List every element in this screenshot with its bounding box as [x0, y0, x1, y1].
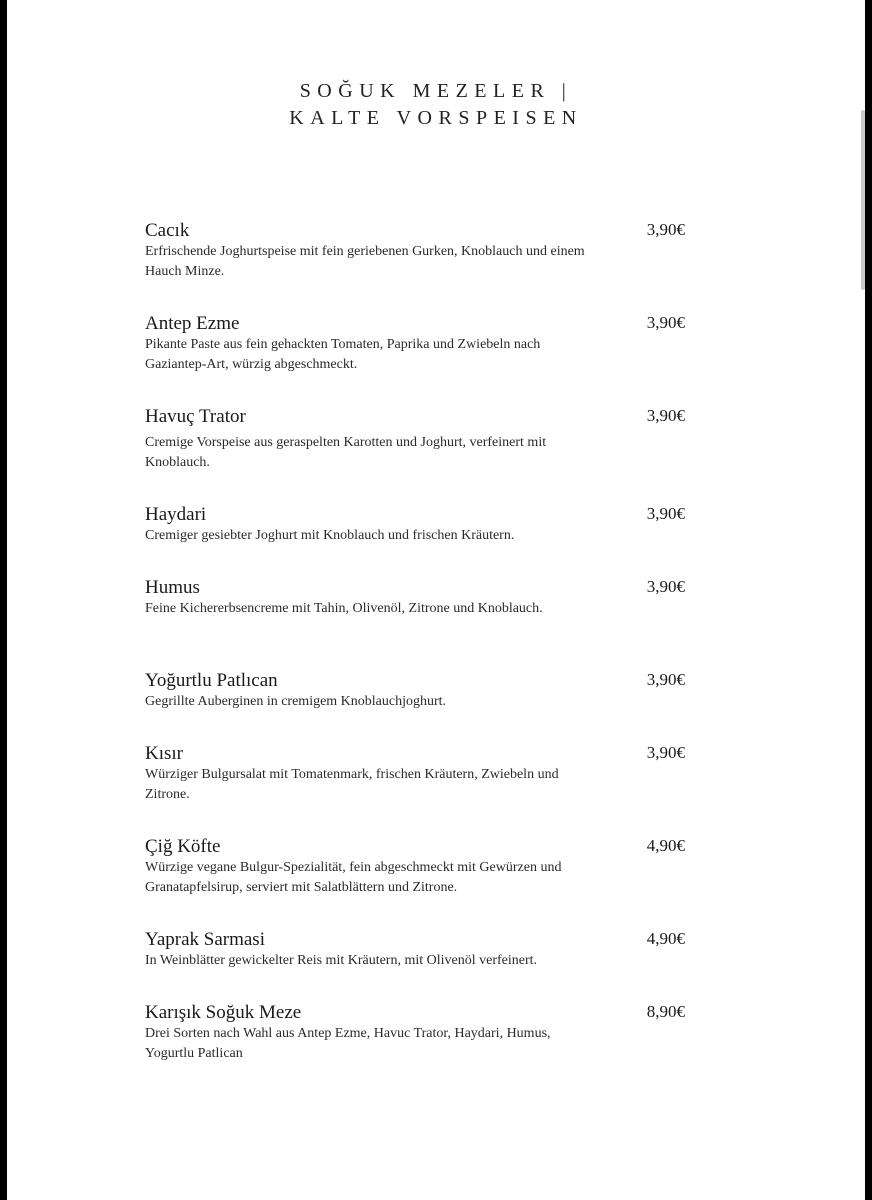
item-name: Haydari: [145, 504, 207, 525]
item-description: Feine Kichererbsencreme mit Tahin, Olivenöl, Zitrone und Knoblauch.: [145, 601, 543, 616]
menu-item: [145, 929, 685, 971]
menu-item: [145, 220, 685, 282]
item-name: Havuç Trator: [145, 406, 246, 427]
item-price: 3,90€: [646, 743, 685, 762]
item-description: Erfrischende Joghurtspeise mit fein geriebenen Gurken, Knoblauch und einem Hauch Minze.: [145, 244, 585, 279]
menu-item: [145, 670, 685, 712]
menu-item: [145, 504, 685, 546]
item-name: Antep Ezme: [145, 313, 240, 334]
title-line-1: SOĞUK MEZELER |: [299, 80, 573, 102]
item-name: Yaprak Sarmasi: [145, 929, 265, 950]
page-title: [0, 78, 872, 132]
item-price: 8,90€: [646, 1002, 685, 1021]
item-description: Pikante Paste aus fein gehackten Tomaten, Paprika und Zwiebeln nach Gaziantep-Art, würzig abgeschmeckt.: [145, 337, 541, 372]
item-description: Würziger Bulgursalat mit Tomatenmark, frischen Kräutern, Zwiebeln und Zitrone.: [145, 767, 559, 802]
item-name: Kısır: [145, 743, 183, 764]
menu-item: [145, 313, 685, 375]
item-name: Yoğurtlu Patlıcan: [145, 670, 278, 691]
item-description: Drei Sorten nach Wahl aus Antep Ezme, Havuc Trator, Haydari, Humus, Yogurtlu Patlican: [145, 1026, 551, 1061]
menu-item: [145, 1002, 685, 1064]
menu-item: [145, 406, 685, 473]
item-price: 3,90€: [646, 670, 685, 689]
menu-page: [7, 0, 865, 1200]
title-line-2: KALTE VORSPEISEN: [289, 107, 583, 129]
item-price: 4,90€: [646, 929, 685, 948]
item-price: 3,90€: [646, 504, 685, 523]
item-description: Gegrillte Auberginen in cremigem Knoblauchjoghurt.: [145, 694, 447, 709]
item-description: In Weinblätter gewickelter Reis mit Kräutern, mit Olivenöl verfeinert.: [145, 953, 538, 968]
item-price: 3,90€: [646, 577, 685, 596]
menu-item: [145, 836, 685, 898]
item-name: Çiğ Köfte: [145, 836, 221, 857]
item-name: Karışık Soğuk Meze: [145, 1002, 302, 1023]
item-price: 3,90€: [646, 313, 685, 332]
item-price: 4,90€: [646, 836, 685, 855]
item-price: 3,90€: [646, 220, 685, 239]
scrollbar-thumb[interactable]: [861, 110, 865, 290]
item-name: Humus: [145, 577, 200, 598]
item-description: Cremiger gesiebter Joghurt mit Knoblauch und frischen Kräutern.: [145, 528, 515, 543]
menu-item: [145, 577, 685, 619]
menu-item: [145, 743, 685, 805]
item-description: Cremige Vorspeise aus geraspelten Karotten und Joghurt, verfeinert mit Knoblauch.: [145, 435, 547, 470]
item-price: 3,90€: [646, 406, 685, 425]
item-name: Cacık: [145, 220, 190, 241]
item-description: Würzige vegane Bulgur-Spezialität, fein abgeschmeckt mit Gewürzen und Granatapfelsirup, serviert mit Salatblättern und Zitrone.: [145, 860, 562, 895]
